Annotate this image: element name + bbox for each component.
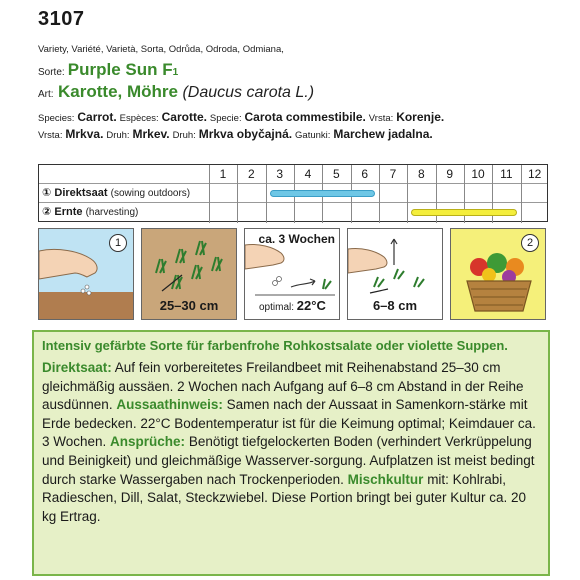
species-translations-1: Species: Carrot. Espèces: Carotte. Specie: Carota commestibile. Vrsta: Korenje. <box>38 110 445 124</box>
calendar-row-sowing: ① Direktsaat (sowing outdoors) <box>39 184 547 203</box>
sowing-period-bar <box>270 190 375 197</box>
keyword-direktsaat: Direktsaat: <box>42 360 112 375</box>
product-code: 3107 <box>38 8 85 30</box>
month-number: 3 <box>276 167 283 181</box>
row-spacing-label: 25–30 cm <box>159 298 219 313</box>
variety-name-line <box>38 60 178 80</box>
month-number: 11 <box>500 167 513 181</box>
month-number: 1 <box>219 167 227 181</box>
thinning-spacing-label: 6–8 cm <box>372 298 418 313</box>
variety-line: Variety, Variété, Varietà, Sorta, Odrůda, Odroda, Odmiana, <box>38 44 284 55</box>
species-translations-2: Vrsta: Mrkva. Druh: Mrkev. Druh: Mrkva obyčajná. Gatunki: Marchew jadalna. <box>38 127 433 141</box>
headline: Intensiv gefärbte Sorte für farbenfrohe Rohkostsalate oder violette Suppen. <box>42 338 508 353</box>
germination-duration: ca. 3 Wochen <box>258 232 335 246</box>
pictogram-thinning <box>347 228 443 320</box>
month-number: 6 <box>361 167 368 181</box>
pictogram-strip <box>38 228 548 320</box>
pictogram-sowing <box>38 228 134 320</box>
harvest-period-bar <box>411 209 516 216</box>
month-number: 10 <box>471 167 485 181</box>
month-number: 7 <box>389 167 397 181</box>
keyword-ansprueche: Ansprüche: <box>110 434 186 450</box>
keyword-mischkultur: Mischkultur <box>347 471 424 487</box>
species-name-line <box>38 82 314 102</box>
calendar-row-harvest: ② Ernte (harvesting) <box>42 206 139 218</box>
month-number: 8 <box>417 167 425 181</box>
variety-label: Sorte: <box>38 67 65 78</box>
month-number: 5 <box>332 167 340 181</box>
pictogram-germination <box>244 228 340 320</box>
month-number: 12 <box>527 167 542 181</box>
pictogram-harvest <box>450 228 546 320</box>
month-number: 2 <box>247 167 255 181</box>
pictogram-row-spacing <box>141 228 237 320</box>
keyword-aussaathinweis: Aussaathinweis: <box>116 397 223 413</box>
instructions-text: Direktsaat: Auf fein vorbereitetes Freilandbeet mit Reihenabstand 25–30 cm gleichmäßig aussäen. 2 Wochen nach Aufgang auf 6–8 cm Abstand in der Reihe ausdünnen. Aussaathinweis: Samen nach der Aussaat in Samenkorn-stärke mit Erde bedecken. 22°C Bodentemperatur ist für die Keimung optimal; Keimdauer ca. 3 Wochen. Ansprüche: Benötigt tiefgelockerten Boden (verhindert Verkrüppelung und Beinigkeit) und gleichmäßige Wasserver-sorgung. Aufplatzen ist meist bedingt durch starke Wassergaben nach Trockenperioden. Mischkultur mit: Kohlrabi, Radieschen, Dill, Salat, Steckzwiebel. Diese Portion bringt bei guter Kultur ca. 20 kg Ertrag. <box>42 360 536 524</box>
species-label: Art: <box>38 89 54 100</box>
species-name: Karotte, Möhre <box>58 82 178 101</box>
calendar-months <box>209 165 549 223</box>
step-number-badge: 2 <box>521 234 539 252</box>
step-number-badge: 1 <box>109 234 127 252</box>
month-number: 4 <box>304 167 312 181</box>
month-number: 9 <box>446 167 453 181</box>
description-box <box>32 330 550 576</box>
optimal-temperature: optimal: 22°C <box>259 298 326 313</box>
latin-name: (Daucus carota L.) <box>182 84 315 101</box>
variety-name: Purple Sun F1 <box>67 60 179 79</box>
sowing-calendar <box>38 164 548 222</box>
